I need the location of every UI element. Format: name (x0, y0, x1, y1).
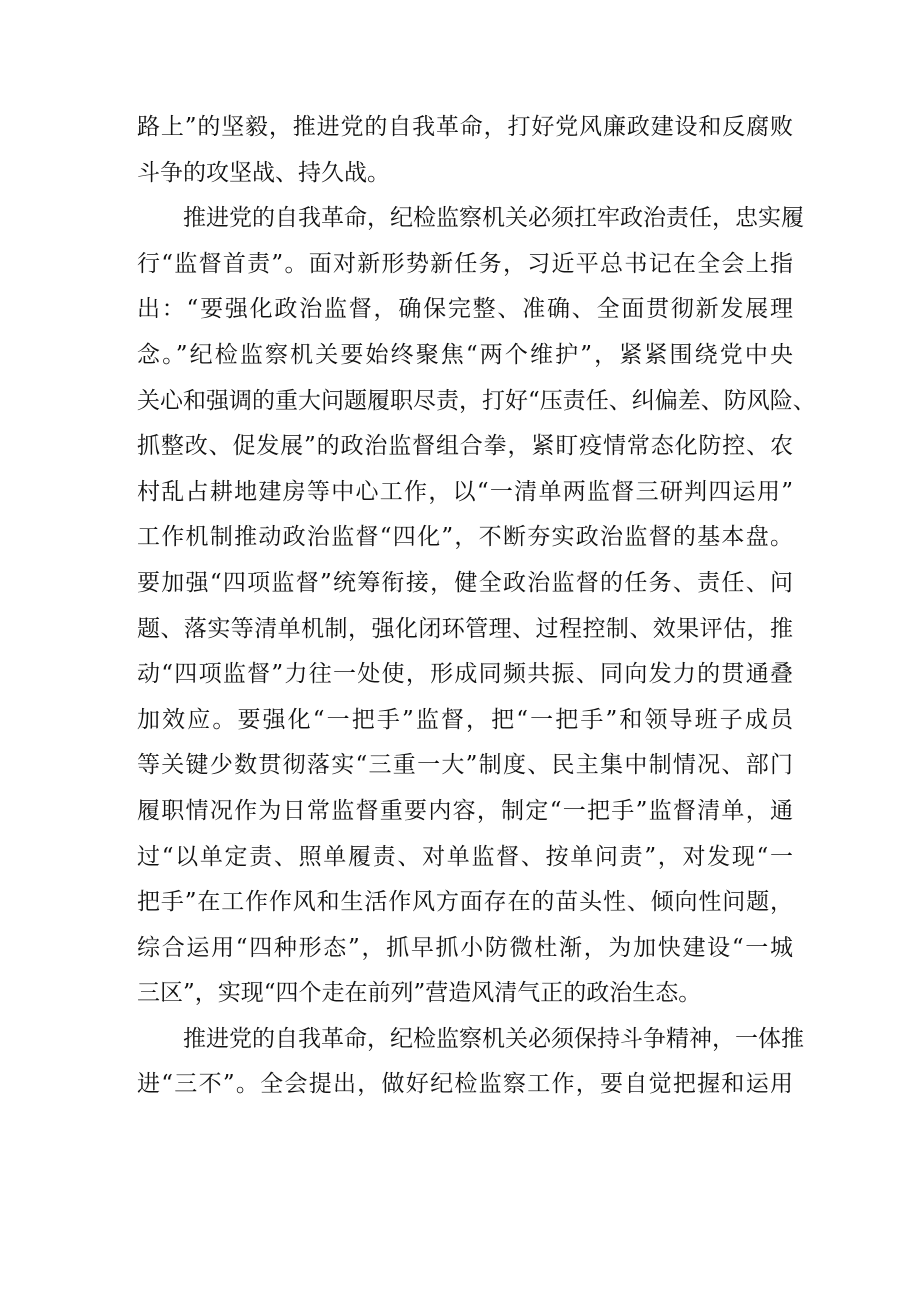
text-line: 抓整改、促发展”的政治监督组合拳，紧盯疫情常态化防控、农 (137, 433, 793, 460)
text-line: 综合运用“四种形态”，抓早抓小防微杜渐，为加快建设“一城 (137, 934, 793, 961)
text-line: 把手”在工作作风和生活作风方面存在的苗头性、倾向性问题， (137, 889, 793, 916)
text-line: 履职情况作为日常监督重要内容，制定“一把手”监督清单，通 (137, 797, 793, 824)
text-line: 加效应。要强化“一把手”监督，把“一把手”和领导班子成员 (137, 706, 793, 733)
text-line: 三区”，实现“四个走在前列”营造风清气正的政治生态。 (137, 980, 702, 1007)
text-line: 要加强“四项监督”统筹衔接，健全政治监督的任务、责任、问 (137, 569, 793, 596)
text-line: 过“以单定责、照单履责、对单监督、按单问责”，对发现“一 (137, 843, 793, 870)
text-line: 行“监督首责”。面对新形势新任务，习近平总书记在全会上指 (137, 250, 793, 277)
text-line: 关心和强调的重大问题履职尽责，打好“压责任、纠偏差、防风险、 (137, 387, 816, 414)
text-line: 斗争的攻坚战、持久战。 (137, 159, 390, 186)
text-line: 等关键少数贯彻落实“三重一大”制度、民主集中制情况、部门 (137, 752, 793, 779)
text-line: 工作机制推动政治监督“四化”，不断夯实政治监督的基本盘。 (137, 524, 793, 551)
text-line: 推进党的自我革命，纪检监察机关必须保持斗争精神，一体推 (183, 1025, 804, 1052)
text-line: 念。”纪检监察机关要始终聚焦“两个维护”，紧紧围绕党中央 (137, 341, 793, 368)
text-line: 路上”的坚毅，推进党的自我革命，打好党风廉政建设和反腐败 (137, 114, 793, 140)
text-line: 出：“要强化政治监督，确保完整、准确、全面贯彻新发展理 (137, 296, 793, 323)
text-line: 动“四项监督”力往一处使，形成同频共振、同向发力的贯通叠 (137, 661, 793, 688)
text-line: 题、落实等清单机制，强化闭环管理、过程控制、效果评估，推 (137, 615, 793, 642)
text-line: 推进党的自我革命，纪检监察机关必须扛牢政治责任，忠实履 (183, 205, 804, 232)
text-line: 村乱占耕地建房等中心工作，以“一清单两监督三研判四运用” (137, 478, 793, 505)
body-text (137, 105, 816, 1108)
text-line: 进“三不”。全会提出，做好纪检监察工作，要自觉把握和运用 (137, 1071, 793, 1098)
